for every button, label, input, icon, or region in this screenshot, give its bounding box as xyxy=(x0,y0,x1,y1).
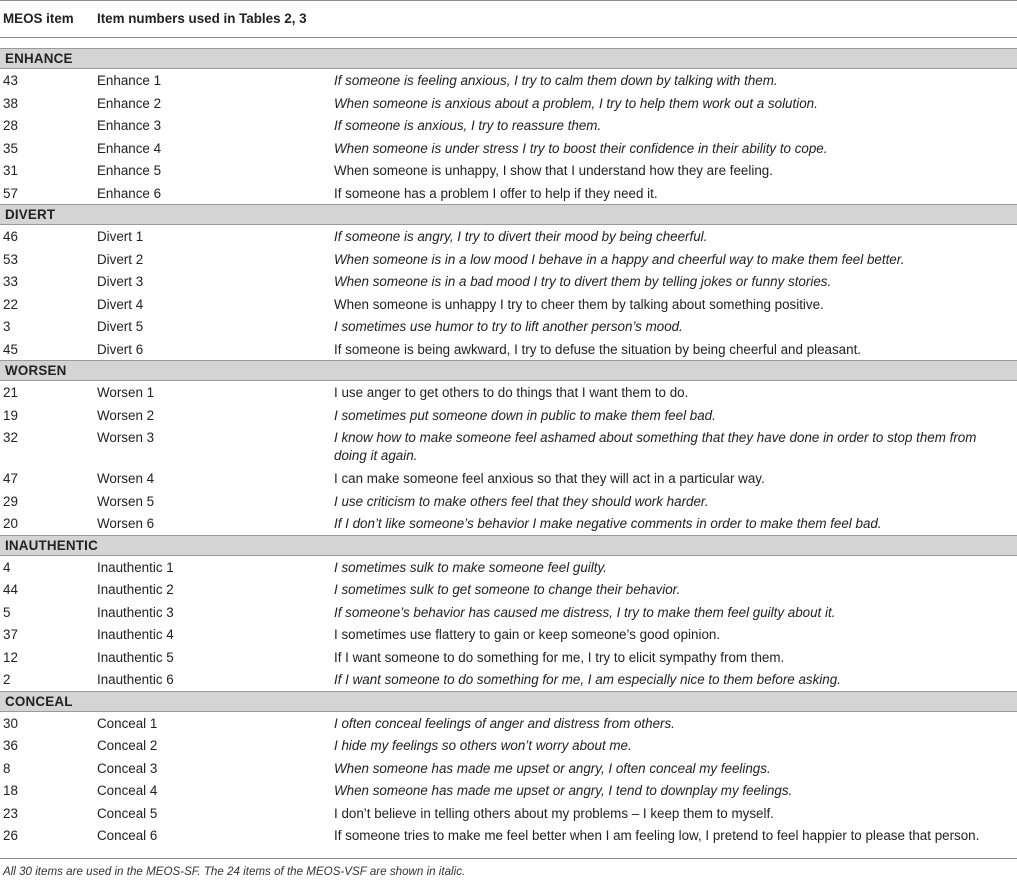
table-row xyxy=(0,578,1017,601)
item-statement: When someone has made me upset or angry, I tend to downplay my feelings. xyxy=(334,783,793,798)
meos-item-number: 45 xyxy=(3,341,18,357)
meos-item-number: 47 xyxy=(3,471,18,486)
item-statement: When someone is under stress I try to boost their confidence in their ability to cope. xyxy=(334,140,828,156)
item-table-label: Conceal 5 xyxy=(97,805,158,821)
table-row xyxy=(0,159,1017,182)
meos-item-number: 12 xyxy=(3,649,18,665)
item-table-label: Inauthentic 4 xyxy=(97,627,174,642)
meos-item-number: 35 xyxy=(3,140,18,156)
meos-item-number: 38 xyxy=(3,95,18,111)
item-table-label: Worsen 1 xyxy=(97,385,155,400)
table-row xyxy=(0,69,1017,92)
item-table-label: Enhance 6 xyxy=(97,185,162,201)
table-row xyxy=(0,779,1017,802)
meos-item-number: 29 xyxy=(3,493,18,509)
item-statement: If someone has a problem I offer to help if they need it. xyxy=(334,185,658,201)
group-title-label: CONCEAL xyxy=(5,693,73,709)
item-statement: If someone is feeling anxious, I try to calm them down by talking with them. xyxy=(334,73,778,88)
group-title-label: ENHANCE xyxy=(5,51,73,66)
item-table-label: Worsen 5 xyxy=(97,493,155,509)
item-statement: When someone has made me upset or angry, I often conceal my feelings. xyxy=(334,760,771,776)
meos-item-number: 30 xyxy=(3,715,18,731)
item-table-label: Enhance 1 xyxy=(97,73,162,88)
item-statement: I sometimes use flattery to gain or keep someone’s good opinion. xyxy=(334,627,721,642)
item-table-label: Enhance 4 xyxy=(97,140,162,156)
item-table-label: Divert 5 xyxy=(97,319,144,334)
meos-item-number: 33 xyxy=(3,274,18,289)
meos-item-number: 23 xyxy=(3,805,18,821)
item-statement: If I don’t like someone’s behavior I make negative comments in order to make them feel bad. xyxy=(334,516,882,531)
item-table-label: Divert 2 xyxy=(97,251,144,267)
item-statement: I know how to make someone feel ashamed about something that they have done in order to stop them from doing it again. xyxy=(334,430,977,463)
table-row xyxy=(0,512,1017,535)
item-table-label: Divert 1 xyxy=(97,229,144,244)
meos-item-number: 20 xyxy=(3,516,18,531)
table-footnote: All 30 items are used in the MEOS-SF. The 24 items of the MEOS-VSF are shown in italic. xyxy=(3,865,466,878)
table-row xyxy=(0,426,1017,467)
table-row xyxy=(0,824,1017,847)
meos-item-number: 26 xyxy=(3,828,18,843)
group-title-divert xyxy=(0,204,1017,225)
item-table-label: Enhance 3 xyxy=(97,118,162,133)
item-table-label: Conceal 6 xyxy=(97,828,158,843)
item-table-label: Worsen 2 xyxy=(97,407,155,423)
meos-item-number: 22 xyxy=(3,296,18,312)
item-table-label: Enhance 5 xyxy=(97,163,162,178)
meos-item-number: 46 xyxy=(3,229,18,244)
meos-item-number: 53 xyxy=(3,251,18,267)
item-statement: I sometimes sulk to get someone to change their behavior. xyxy=(334,582,681,597)
item-table-label: Divert 6 xyxy=(97,341,144,357)
item-table-label: Divert 4 xyxy=(97,296,144,312)
item-table-label: Worsen 6 xyxy=(97,516,155,531)
item-table-label: Conceal 4 xyxy=(97,783,158,798)
item-statement: When someone is anxious about a problem, I try to help them work out a solution. xyxy=(334,95,818,111)
meos-item-number: 57 xyxy=(3,185,18,201)
group-title-label: WORSEN xyxy=(5,363,67,378)
meos-item-number: 2 xyxy=(3,672,11,687)
item-statement: If someone tries to make me feel better when I am feeling low, I pretend to feel happier to please that person. xyxy=(334,828,980,843)
meos-item-number: 37 xyxy=(3,627,18,642)
item-statement: I often conceal feelings of anger and distress from others. xyxy=(334,715,675,731)
item-statement: If I want someone to do something for me, I am especially nice to them before asking. xyxy=(334,672,841,687)
group-title-inauthentic xyxy=(0,535,1017,556)
item-table-label: Worsen 3 xyxy=(97,430,155,445)
meos-item-number: 31 xyxy=(3,163,18,178)
group-title-label: DIVERT xyxy=(5,207,56,222)
table-bottom-rule xyxy=(0,858,1017,859)
table-body xyxy=(0,48,1017,847)
item-table-label: Conceal 3 xyxy=(97,760,158,776)
item-statement: I use anger to get others to do things that I want them to do. xyxy=(334,385,689,400)
item-table-label: Divert 3 xyxy=(97,274,144,289)
meos-item-number: 4 xyxy=(3,559,11,575)
item-table-label: Inauthentic 3 xyxy=(97,604,174,620)
group-title-label: INAUTHENTIC xyxy=(5,537,98,553)
item-statement: When someone is unhappy, I show that I understand how they are feeling. xyxy=(334,163,773,178)
meos-item-number: 8 xyxy=(3,760,11,776)
group-title-conceal xyxy=(0,691,1017,712)
table-row xyxy=(0,490,1017,513)
table-row xyxy=(0,114,1017,137)
table-row xyxy=(0,225,1017,248)
table-row xyxy=(0,182,1017,205)
item-statement: I use criticism to make others feel that they should work harder. xyxy=(334,493,709,509)
item-table-label: Inauthentic 2 xyxy=(97,582,174,597)
table-row xyxy=(0,338,1017,361)
table-row xyxy=(0,315,1017,338)
header-meos-item: MEOS item xyxy=(3,11,74,26)
item-statement: When someone is unhappy I try to cheer them by talking about something positive. xyxy=(334,296,824,312)
item-statement: If someone’s behavior has caused me distress, I try to make them feel guilty about it. xyxy=(334,604,836,620)
table-row xyxy=(0,92,1017,115)
table-row xyxy=(0,802,1017,825)
item-statement: I can make someone feel anxious so that they will act in a particular way. xyxy=(334,471,765,486)
item-statement: If I want someone to do something for me, I try to elicit sympathy from them. xyxy=(334,649,785,665)
meos-item-number: 36 xyxy=(3,738,18,753)
item-table-label: Enhance 2 xyxy=(97,95,162,111)
table-row xyxy=(0,137,1017,160)
meos-item-number: 32 xyxy=(3,430,18,445)
item-statement: I hide my feelings so others won’t worry about me. xyxy=(334,738,632,753)
table-row xyxy=(0,248,1017,271)
table-row xyxy=(0,646,1017,669)
item-statement: When someone is in a low mood I behave in a happy and cheerful way to make them feel better. xyxy=(334,251,905,267)
meos-item-number: 5 xyxy=(3,604,11,620)
meos-item-number: 19 xyxy=(3,407,18,423)
meos-item-number: 3 xyxy=(3,319,11,334)
table-row xyxy=(0,757,1017,780)
item-table-label: Conceal 1 xyxy=(97,715,158,731)
table-row xyxy=(0,404,1017,427)
table-row xyxy=(0,270,1017,293)
meos-item-number: 18 xyxy=(3,783,18,798)
group-title-enhance xyxy=(0,48,1017,69)
item-statement: When someone is in a bad mood I try to divert them by telling jokes or funny stories. xyxy=(334,274,832,289)
table-row xyxy=(0,293,1017,316)
table-row xyxy=(0,734,1017,757)
item-table-label: Inauthentic 6 xyxy=(97,672,174,687)
table-row xyxy=(0,556,1017,579)
item-statement: I don’t believe in telling others about my problems – I keep them to myself. xyxy=(334,805,774,821)
group-title-worsen xyxy=(0,360,1017,381)
item-statement: I sometimes sulk to make someone feel guilty. xyxy=(334,559,607,575)
table-header xyxy=(0,0,1017,38)
table-row xyxy=(0,381,1017,404)
table-row xyxy=(0,712,1017,735)
meos-item-number: 44 xyxy=(3,582,18,597)
table-row xyxy=(0,623,1017,646)
item-statement: I sometimes put someone down in public to make them feel bad. xyxy=(334,407,716,423)
meos-item-number: 43 xyxy=(3,73,18,88)
item-statement: If someone is angry, I try to divert their mood by being cheerful. xyxy=(334,229,708,244)
item-statement: I sometimes use humor to try to lift another person’s mood. xyxy=(334,319,683,334)
item-table-label: Worsen 4 xyxy=(97,471,155,486)
item-table-label: Inauthentic 1 xyxy=(97,559,174,575)
table-row xyxy=(0,601,1017,624)
item-table-label: Conceal 2 xyxy=(97,738,158,753)
table-row xyxy=(0,467,1017,490)
item-statement: If someone is being awkward, I try to defuse the situation by being cheerful and pleasant. xyxy=(334,341,862,357)
meos-item-number: 21 xyxy=(3,385,18,400)
header-item-numbers: Item numbers used in Tables 2, 3 xyxy=(97,11,307,26)
item-statement: If someone is anxious, I try to reassure them. xyxy=(334,118,602,133)
item-table-label: Inauthentic 5 xyxy=(97,649,174,665)
meos-item-number: 28 xyxy=(3,118,18,133)
table-row xyxy=(0,668,1017,691)
